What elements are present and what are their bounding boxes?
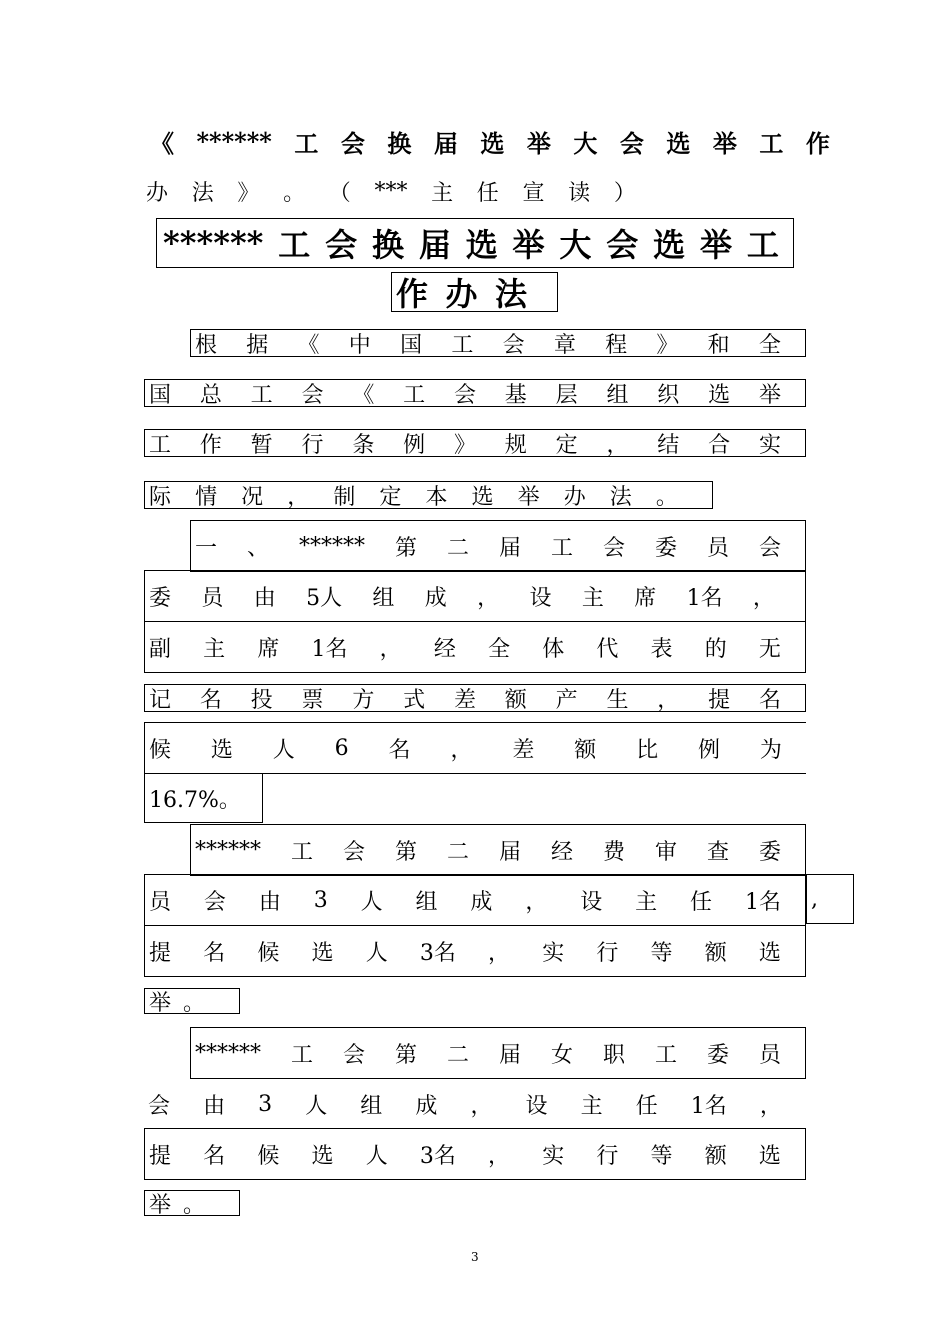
text-char: 届	[433, 128, 458, 158]
para1-line3	[144, 429, 806, 457]
text-char: 会	[602, 535, 625, 561]
text-char: 条	[352, 432, 375, 458]
text-char: ，	[477, 585, 500, 611]
text-char: 读	[568, 180, 591, 206]
text-char: 总	[199, 382, 222, 408]
text-char: 。	[182, 1192, 205, 1218]
text-char: 工	[290, 1042, 313, 1068]
text-char: ，	[657, 687, 680, 713]
text-char: 工	[290, 839, 313, 865]
para3-line1	[190, 824, 806, 876]
text-char: 工	[550, 535, 573, 561]
text-char: 员	[149, 889, 172, 915]
text-char: 国	[400, 332, 423, 358]
text-char: 提	[708, 687, 731, 713]
text-char: ，	[450, 737, 473, 763]
text-char: 会	[325, 226, 358, 264]
text-char: ******	[299, 533, 365, 559]
text-char: 员	[201, 585, 224, 611]
text-char: 席	[257, 636, 280, 662]
text-char: 设	[525, 1093, 548, 1119]
text-char: 任	[690, 889, 713, 915]
heading-line-2	[146, 168, 636, 214]
para3-comma	[806, 874, 854, 924]
text-char: 》	[656, 332, 679, 358]
text-char: 1名	[690, 1093, 727, 1119]
text-char: 员	[706, 535, 729, 561]
text-char: 》	[237, 180, 260, 206]
text-char: 额	[704, 1143, 727, 1169]
text-char: 。	[182, 990, 205, 1016]
text-char: 层	[555, 382, 578, 408]
text-char: 等	[650, 1143, 673, 1169]
text-char: 额	[574, 737, 597, 763]
text-char: ******	[196, 126, 272, 156]
text-char: ，	[287, 484, 310, 510]
text-char: 差	[453, 687, 476, 713]
text-char: 换	[371, 226, 404, 264]
text-char: 1名	[311, 636, 348, 662]
text-char: 举	[149, 990, 172, 1016]
text-char: 成	[415, 1093, 438, 1119]
text-char: 为	[759, 737, 782, 763]
text-char: 差	[512, 737, 535, 763]
text-char: 投	[250, 687, 273, 713]
text-char: 。	[283, 180, 306, 206]
text-char: 审	[654, 839, 677, 865]
text-char: 产	[555, 687, 578, 713]
text-char: 代	[596, 636, 619, 662]
text-char: 工	[759, 128, 784, 158]
text-char: 作	[199, 432, 222, 458]
text-char: 由	[253, 585, 276, 611]
text-char: 比	[636, 737, 659, 763]
text-char: 副	[149, 636, 172, 662]
text-char: 实	[542, 940, 565, 966]
text-char: 提	[149, 1143, 172, 1169]
text-char: 体	[542, 636, 565, 662]
text-char: ，	[525, 889, 548, 915]
para2-line6	[144, 773, 263, 823]
text-char: 情	[195, 484, 218, 510]
text-char: 第	[394, 839, 417, 865]
text-char: 》	[453, 432, 476, 458]
para3-line2	[144, 874, 806, 926]
text-char: 法	[609, 484, 632, 510]
text-char: 候	[149, 737, 172, 763]
text-char: 定	[379, 484, 402, 510]
text-char: 届	[418, 226, 451, 264]
text-char: 第	[394, 535, 417, 561]
text-char: 根	[195, 332, 218, 358]
text-char: 候	[257, 1143, 280, 1169]
text-char: 额	[704, 940, 727, 966]
text-char: 会	[148, 1093, 171, 1119]
text-char: 选	[758, 940, 781, 966]
text-char: 会	[758, 535, 781, 561]
text-char: 二	[446, 1042, 469, 1068]
text-char: 全	[758, 332, 781, 358]
text-char: 况	[241, 484, 264, 510]
para2-line3	[144, 621, 806, 673]
text-char: ，	[606, 432, 629, 458]
text-char: 任	[476, 180, 499, 206]
text-char: 人	[360, 889, 383, 915]
text-char: 主	[581, 585, 604, 611]
heading-line-1	[150, 118, 830, 164]
text-char: 经	[550, 839, 573, 865]
text-char: 举	[699, 226, 732, 264]
text-char: 名	[203, 1143, 226, 1169]
text-char: 际	[149, 484, 172, 510]
para1-line2	[144, 379, 806, 407]
text-char: 行	[301, 432, 324, 458]
text-char: 选	[653, 226, 686, 264]
text-char: 额	[504, 687, 527, 713]
text-char: 结	[657, 432, 680, 458]
text-char: 委	[654, 535, 677, 561]
para4-line3	[144, 1128, 806, 1180]
text-char: 届	[498, 535, 521, 561]
text-char: 作	[396, 275, 429, 313]
text-char: 例	[403, 432, 426, 458]
text-char: 员	[758, 1042, 781, 1068]
text-char: 会	[342, 839, 365, 865]
text-char: 二	[446, 839, 469, 865]
text-char: 基	[504, 382, 527, 408]
text-char: 工	[149, 432, 172, 458]
text-char: 工	[250, 382, 273, 408]
title-line-1	[156, 218, 794, 268]
text-char: 定	[555, 432, 578, 458]
text-char: 中	[348, 332, 371, 358]
para4-line4	[144, 1190, 240, 1216]
text-char: 人	[365, 1143, 388, 1169]
text-char: 大	[573, 128, 598, 158]
text-char: （	[328, 180, 351, 206]
text-char: 3名	[419, 1143, 456, 1169]
text-char: 查	[706, 839, 729, 865]
text-char: 选	[465, 226, 498, 264]
text-char: 据	[246, 332, 269, 358]
text-char: 委	[149, 585, 172, 611]
text-char: ，	[379, 636, 402, 662]
text-char: 《	[297, 332, 320, 358]
para2-line1	[190, 520, 806, 572]
text-char: 举	[526, 128, 551, 158]
text-char: ******	[195, 837, 261, 863]
text-char: 委	[706, 1042, 729, 1068]
para2-line5	[144, 722, 806, 774]
text-char: 本	[425, 484, 448, 510]
text-char: 经	[433, 636, 456, 662]
text-char: 会	[453, 382, 476, 408]
text-char: 会	[301, 382, 324, 408]
text-char: 例	[698, 737, 721, 763]
text-char: 费	[602, 839, 625, 865]
text-char: 、	[247, 535, 270, 561]
text-char: 主	[203, 636, 226, 662]
text-char: 一	[195, 535, 218, 561]
para3-line4	[144, 988, 240, 1014]
text-char: ***	[374, 178, 408, 204]
text-char: 人	[365, 940, 388, 966]
text-char: 工	[654, 1042, 677, 1068]
text-char: 6	[334, 735, 349, 761]
text-char: 1名	[744, 889, 781, 915]
text-char: ，	[488, 1143, 511, 1169]
text-char: 《	[352, 382, 375, 408]
text-char: ，	[488, 940, 511, 966]
text-char: 的	[704, 636, 727, 662]
text-char: 届	[498, 1042, 521, 1068]
text-char: 大	[559, 226, 592, 264]
text-char: 方	[352, 687, 375, 713]
text-char: 名	[203, 940, 226, 966]
text-char: 票	[301, 687, 324, 713]
text-char: 行	[596, 940, 619, 966]
para1-line1	[190, 329, 806, 357]
text-char: 名	[199, 687, 222, 713]
text-char: 人	[272, 737, 295, 763]
text-char: 实	[542, 1143, 565, 1169]
text-char: ******	[195, 1040, 261, 1066]
text-char: 全	[488, 636, 511, 662]
text-char: 女	[550, 1042, 573, 1068]
text-char: 暂	[250, 432, 273, 458]
text-char: 选	[666, 128, 691, 158]
text-char: 换	[387, 128, 412, 158]
text-char: 办	[445, 275, 478, 313]
para4-line1	[190, 1027, 806, 1079]
text-char: 。	[655, 484, 678, 510]
text-char: ，	[470, 1093, 493, 1119]
text-char: 候	[257, 940, 280, 966]
text-char: 会	[606, 226, 639, 264]
text-char: 会	[342, 1042, 365, 1068]
text-char: 选	[311, 940, 334, 966]
text-char: 选	[708, 382, 731, 408]
text-char: 《	[150, 128, 174, 158]
text-char: 举	[149, 1192, 172, 1218]
text-char: 3	[313, 887, 328, 913]
para3-line3	[144, 925, 806, 977]
text-char: 组	[360, 1093, 383, 1119]
text-char: 1名	[686, 585, 723, 611]
text-char: ）	[613, 180, 636, 206]
text-char: 主	[431, 180, 454, 206]
text-char: 办	[563, 484, 586, 510]
text-char: 会	[502, 332, 525, 358]
text-char: 生	[606, 687, 629, 713]
text-char: 届	[498, 839, 521, 865]
text-char: 选	[210, 737, 233, 763]
title-line-2	[391, 272, 558, 312]
text-char: 合	[708, 432, 731, 458]
text-char: 3	[258, 1091, 273, 1117]
text-char: 举	[712, 128, 737, 158]
text-char: 16.7%。	[149, 787, 241, 813]
text-char: 无	[758, 636, 781, 662]
text-char: 第	[394, 1042, 417, 1068]
text-char: 成	[424, 585, 447, 611]
text-char: ，	[759, 1093, 782, 1119]
text-char: 提	[149, 940, 172, 966]
text-char: 组	[606, 382, 629, 408]
text-char: 名	[758, 687, 781, 713]
para2-line4	[144, 684, 806, 712]
text-char: 5人	[306, 585, 343, 611]
text-char: 式	[403, 687, 426, 713]
para4-line2	[144, 1078, 806, 1130]
text-char: 组	[415, 889, 438, 915]
text-char: 办	[146, 180, 169, 206]
text-char: 国	[149, 382, 172, 408]
text-char: 工	[746, 226, 779, 264]
text-char: 由	[203, 1093, 226, 1119]
text-char: ,	[811, 886, 818, 912]
text-char: 会	[203, 889, 226, 915]
text-char: ******	[163, 224, 264, 262]
text-char: 等	[650, 940, 673, 966]
text-char: 设	[580, 889, 603, 915]
text-char: 作	[805, 128, 830, 158]
text-char: 选	[758, 1143, 781, 1169]
text-char: 表	[650, 636, 673, 662]
page-number: 3	[471, 1250, 479, 1264]
para2-line2	[144, 570, 806, 622]
text-char: 程	[605, 332, 628, 358]
text-char: ，	[752, 585, 775, 611]
text-char: 实	[758, 432, 781, 458]
text-char: 主	[580, 1093, 603, 1119]
text-char: 席	[634, 585, 657, 611]
text-char: 织	[657, 382, 680, 408]
text-char: 会	[340, 128, 365, 158]
text-char: 设	[529, 585, 552, 611]
text-char: 工	[278, 226, 311, 264]
text-char: 选	[311, 1143, 334, 1169]
text-char: 和	[707, 332, 730, 358]
text-char: 行	[596, 1143, 619, 1169]
text-char: 人	[305, 1093, 328, 1119]
text-char: 组	[372, 585, 395, 611]
text-char: 举	[512, 226, 545, 264]
text-char: 选	[471, 484, 494, 510]
text-char: 法	[494, 275, 527, 313]
text-char: 宣	[522, 180, 545, 206]
text-char: 任	[635, 1093, 658, 1119]
text-char: 法	[191, 180, 214, 206]
text-char: 由	[258, 889, 281, 915]
text-char: 工	[294, 128, 319, 158]
text-char: 工	[403, 382, 426, 408]
text-char: 主	[635, 889, 658, 915]
para1-line4	[144, 481, 713, 509]
text-char: 制	[333, 484, 356, 510]
text-char: 委	[758, 839, 781, 865]
text-char: 举	[758, 382, 781, 408]
text-char: 工	[451, 332, 474, 358]
text-char: 二	[446, 535, 469, 561]
text-char: 规	[504, 432, 527, 458]
text-char: 章	[553, 332, 576, 358]
text-char: 会	[619, 128, 644, 158]
text-char: 选	[480, 128, 505, 158]
text-char: 成	[470, 889, 493, 915]
text-char: 举	[517, 484, 540, 510]
text-char: 3名	[419, 940, 456, 966]
text-char: 职	[602, 1042, 625, 1068]
text-char: 记	[149, 687, 172, 713]
text-char: 名	[388, 737, 411, 763]
